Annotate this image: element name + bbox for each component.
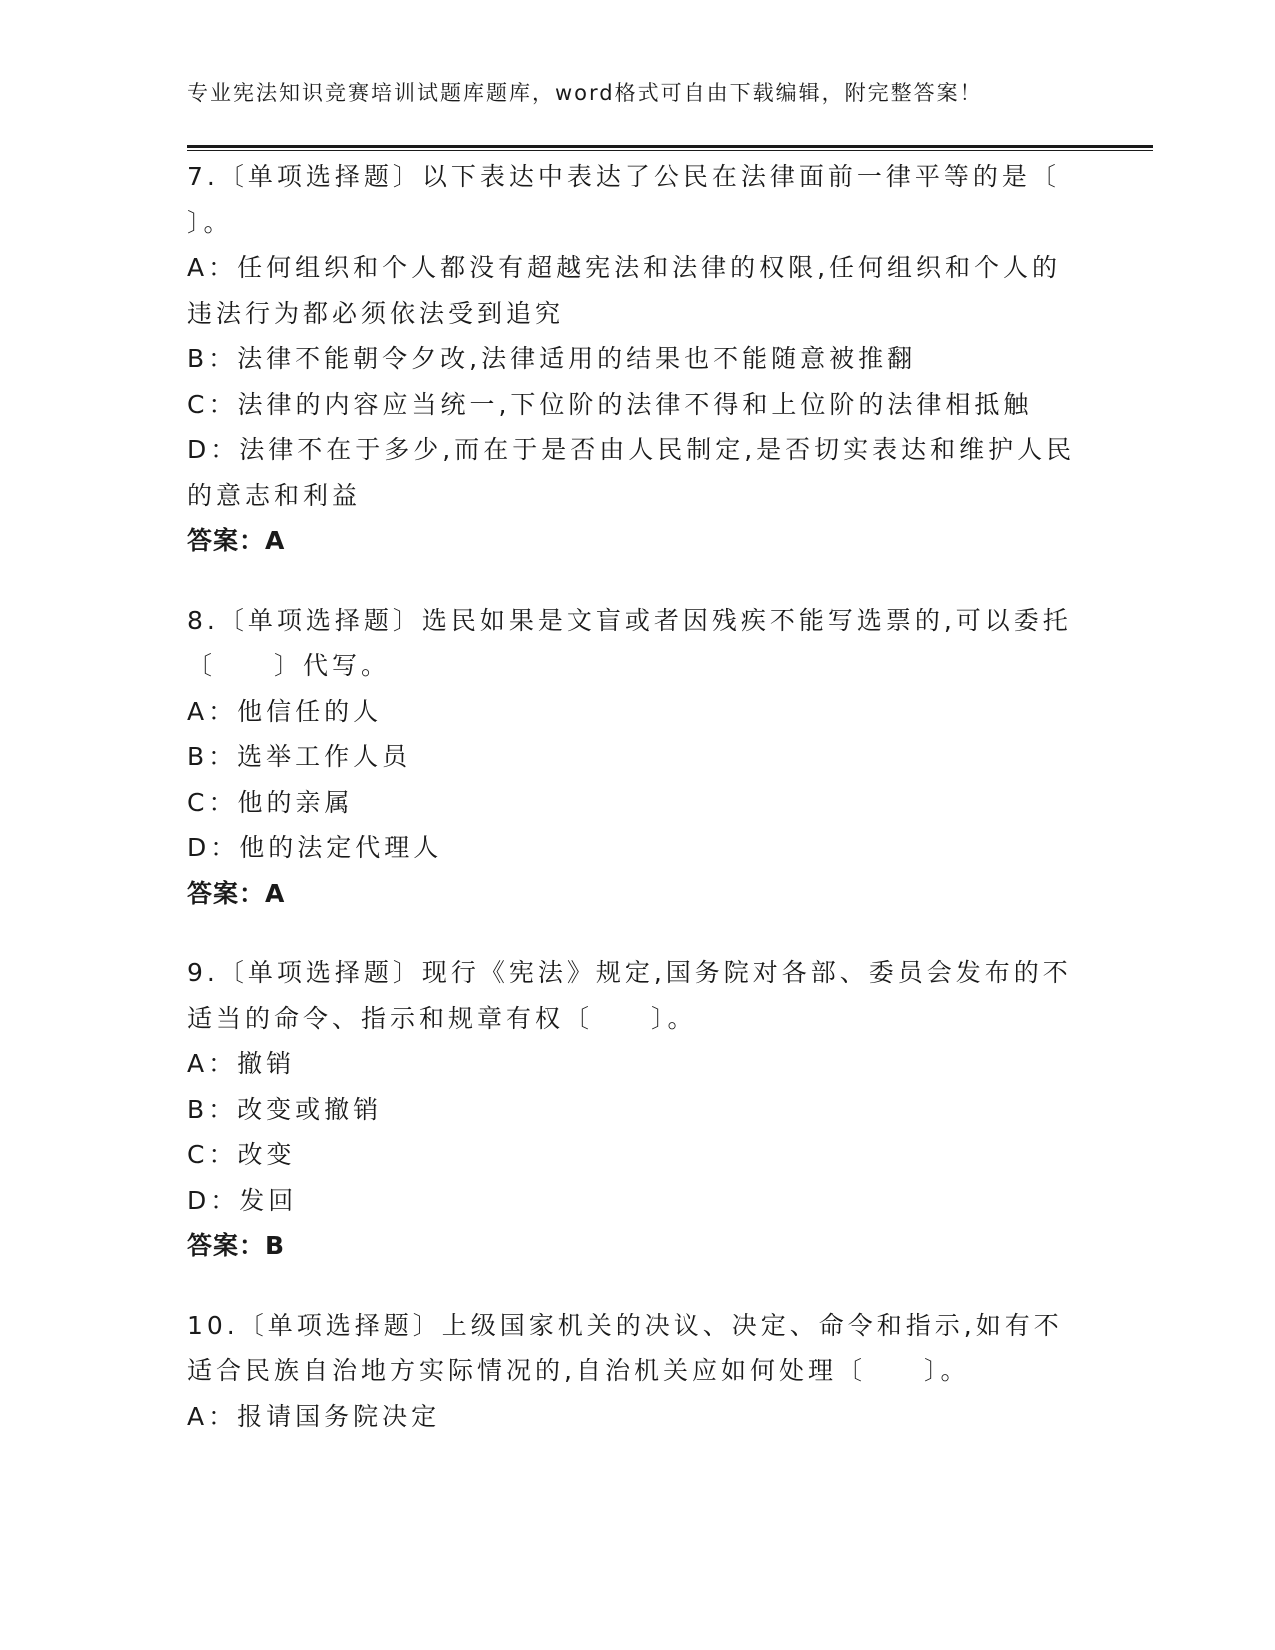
option-c-line: C：他的亲属	[187, 787, 354, 817]
question-stem-line: 适合民族自治地方实际情况的,自治机关应如何处理〔 〕。	[187, 1356, 970, 1385]
question-stem-line: 〕。	[187, 207, 233, 237]
option-a-line: 违法行为都必须依法受到追究	[187, 298, 565, 328]
page-header-title: 专业宪法知识竞赛培训试题库题库，word格式可自由下载编辑，附完整答案！	[187, 81, 983, 105]
option-b-line: B：法律不能朝令夕改,法律适用的结果也不能随意被推翻	[187, 344, 917, 373]
option-a-line: A：任何组织和个人都没有超越宪法和法律的权限,任何组织和个人的	[187, 253, 1062, 282]
answer-label: 答案：B	[187, 1231, 286, 1260]
answer-label: 答案：A	[187, 526, 286, 555]
option-b-line: B：选举工作人员	[187, 742, 412, 771]
option-c-line: C：法律的内容应当统一,下位阶的法律不得和上位阶的法律相抵触	[187, 389, 1033, 419]
option-a-line: A：报请国务院决定	[187, 1401, 441, 1431]
question-8	[187, 598, 1072, 917]
question-9	[187, 950, 1072, 1269]
option-d-line: D：发回	[187, 1185, 298, 1215]
header-divider-thin	[187, 150, 1153, 151]
question-7	[187, 154, 1076, 564]
option-c-line: C：改变	[187, 1140, 296, 1169]
question-stem-line: 适当的命令、指示和规章有权〔 〕。	[187, 1003, 697, 1033]
question-stem-line: 〔 〕代写。	[187, 651, 391, 680]
option-a-line: A：他信任的人	[187, 696, 383, 726]
option-a-line: A：撤销	[187, 1049, 296, 1078]
option-d-line: D：法律不在于多少,而在于是否由人民制定,是否切实表达和维护人民	[187, 435, 1076, 464]
option-d-line: 的意志和利益	[187, 480, 362, 510]
option-d-line: D：他的法定代理人	[187, 833, 443, 862]
question-list	[187, 154, 1076, 1473]
question-10	[187, 1303, 1067, 1440]
question-stem-line: 7.〔单项选择题〕以下表达中表达了公民在法律面前一律平等的是〔	[187, 162, 1060, 191]
header-divider-thick	[187, 145, 1153, 148]
question-stem-line: 10.〔单项选择题〕上级国家机关的决议、决定、命令和指示,如有不	[187, 1310, 1063, 1340]
question-stem-line: 9.〔单项选择题〕现行《宪法》规定,国务院对各部、委员会发布的不	[187, 958, 1072, 987]
answer-label: 答案：A	[187, 878, 286, 908]
option-b-line: B：改变或撤销	[187, 1094, 383, 1124]
question-stem-line: 8.〔单项选择题〕选民如果是文盲或者因残疾不能写选票的,可以委托	[187, 605, 1072, 635]
